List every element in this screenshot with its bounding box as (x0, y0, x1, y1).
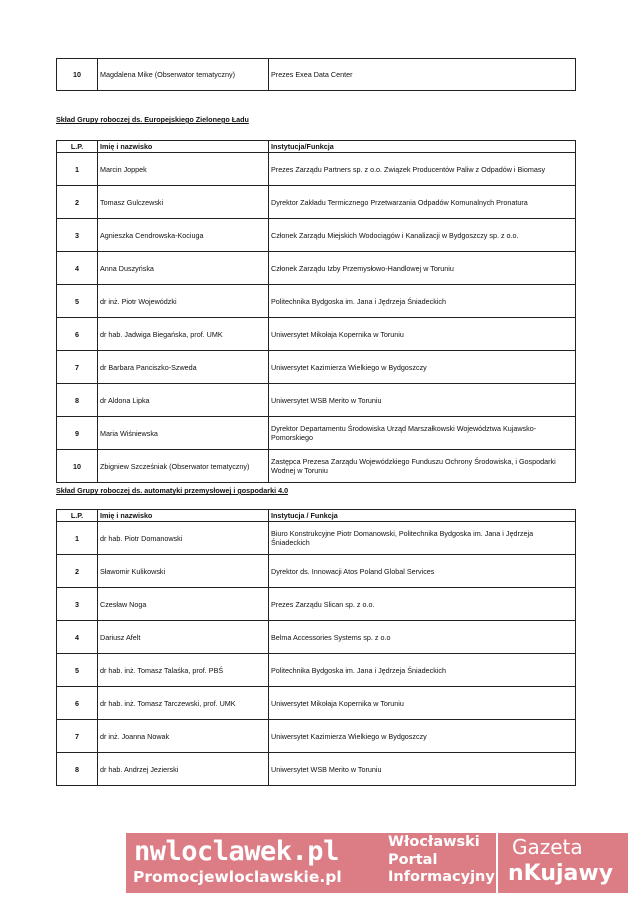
row-lp: 4 (57, 252, 98, 285)
row-institution: Dyrektor Departamentu Środowiska Urząd Marszałkowski Województwa Kujawsko-Pomorskiego (269, 417, 576, 450)
section-title-green-deal: Skład Grupy roboczej ds. Europejskiego Zielonego Ładu (56, 115, 249, 124)
row-institution: Biuro Konstrukcyjne Piotr Domanowski, Politechnika Bydgoska im. Jana i Jędrzeja Śniadeckich (269, 522, 576, 555)
row-lp: 3 (57, 219, 98, 252)
table-row (57, 219, 576, 252)
table-row (57, 654, 576, 687)
row-lp: 9 (57, 417, 98, 450)
row-name: Anna Duszyńska (98, 252, 269, 285)
row-institution: Prezes Zarządu Partners sp. z o.o. Związek Producentów Paliw z Odpadów i Biomasy (269, 153, 576, 186)
table-row (57, 417, 576, 450)
green-deal-group-table (56, 140, 576, 483)
row-institution: Uniwersytet Kazimierza Wielkiego w Bydgoszczy (269, 351, 576, 384)
header-lp: L.P. (57, 141, 98, 153)
row-lp: 7 (57, 720, 98, 753)
row-lp: 5 (57, 285, 98, 318)
row-lp: 4 (57, 621, 98, 654)
header-name: Imię i nazwisko (98, 141, 269, 153)
header-institution: Instytucja/Funkcja (269, 141, 576, 153)
row-name: dr hab. Jadwiga Biegańska, prof. UMK (98, 318, 269, 351)
table-header-row (57, 141, 576, 153)
table-row (57, 720, 576, 753)
row-name: Sławomir Kulikowski (98, 555, 269, 588)
banner-portal-line3: Informacyjny (388, 869, 495, 885)
table-header-row (57, 510, 576, 522)
table-row (57, 522, 576, 555)
banner-gazeta-line1: Gazeta (512, 835, 583, 859)
row-lp: 1 (57, 153, 98, 186)
row-institution: Belma Accessories Systems sp. z o.o (269, 621, 576, 654)
row-name: dr hab. inż. Tomasz Tarczewski, prof. UMK (98, 687, 269, 720)
row-institution: Dyrektor Zakładu Termicznego Przetwarzania Odpadów Komunalnych Pronatura (269, 186, 576, 219)
row-name: dr inż. Piotr Wojewódzki (98, 285, 269, 318)
row-institution: Prezes Exea Data Center (269, 59, 576, 91)
row-name: Agnieszka Cendrowska-Kociuga (98, 219, 269, 252)
row-lp: 7 (57, 351, 98, 384)
row-institution: Politechnika Bydgoska im. Jana i Jędrzeja Śniadeckich (269, 285, 576, 318)
banner-portal-line1: Włocławski (388, 834, 480, 850)
row-lp: 8 (57, 384, 98, 417)
row-name: Zbigniew Szcześniak (Obserwator tematyczny) (98, 450, 269, 483)
banner-portal-line2: Portal (388, 851, 438, 868)
table-row (57, 285, 576, 318)
previous-group-table (56, 58, 576, 91)
header-lp: L.P. (57, 510, 98, 522)
table-row (57, 318, 576, 351)
row-institution: Członek Zarządu Izby Przemysłowo-Handlowej w Toruniu (269, 252, 576, 285)
row-lp: 10 (57, 450, 98, 483)
row-institution: Członek Zarządu Miejskich Wodociągów i Kanalizacji w Bydgoszczy sp. z o.o. (269, 219, 576, 252)
table-row (57, 588, 576, 621)
table-row (57, 621, 576, 654)
row-name: dr hab. inż. Tomasz Talaśka, prof. PBŚ (98, 654, 269, 687)
row-name: dr Aldona Lipka (98, 384, 269, 417)
row-lp: 2 (57, 555, 98, 588)
table-row (57, 555, 576, 588)
banner-portal-text (388, 834, 495, 887)
banner-gazeta-line2: nKujawy (508, 861, 614, 886)
row-lp: 6 (57, 318, 98, 351)
banner-site2-name: Promocjewloclawskie.pl (133, 868, 342, 886)
row-institution: Dyrektor ds. Innowacji Atos Poland Global Services (269, 555, 576, 588)
automation-group-table (56, 509, 576, 786)
banner-site-name: nwloclawek.pl (134, 836, 339, 867)
row-institution: Prezes Zarządu Slican sp. z o.o. (269, 588, 576, 621)
row-name: dr hab. Piotr Domanowski (98, 522, 269, 555)
header-name: Imię i nazwisko (98, 510, 269, 522)
row-name: Tomasz Gulczewski (98, 186, 269, 219)
row-name: Dariusz Afelt (98, 621, 269, 654)
footer-ad-banner[interactable] (126, 833, 628, 893)
header-institution: Instytucja / Funkcja (269, 510, 576, 522)
table-row (57, 59, 576, 91)
row-lp: 2 (57, 186, 98, 219)
row-lp: 5 (57, 654, 98, 687)
row-institution: Uniwersytet WSB Merito w Toruniu (269, 753, 576, 786)
table-row (57, 384, 576, 417)
table-row (57, 351, 576, 384)
row-lp: 10 (57, 59, 98, 91)
table-row (57, 153, 576, 186)
row-lp: 8 (57, 753, 98, 786)
table-row (57, 753, 576, 786)
row-name: dr Barbara Panciszko-Szweda (98, 351, 269, 384)
table-row (57, 687, 576, 720)
banner-divider (496, 833, 498, 893)
row-institution: Uniwersytet Mikołaja Kopernika w Toruniu (269, 687, 576, 720)
row-lp: 3 (57, 588, 98, 621)
row-name: dr hab. Andrzej Jezierski (98, 753, 269, 786)
table-row (57, 186, 576, 219)
row-institution: Zastępca Prezesa Zarządu Wojewódzkiego Funduszu Ochrony Środowiska, i Gospodarki Wodnej w Toruniu (269, 450, 576, 483)
row-name: Maria Wiśniewska (98, 417, 269, 450)
row-name: Marcin Joppek (98, 153, 269, 186)
row-name: Czesław Noga (98, 588, 269, 621)
table-row (57, 252, 576, 285)
row-institution: Uniwersytet Kazimierza Wielkiego w Bydgoszczy (269, 720, 576, 753)
table-row (57, 450, 576, 483)
row-lp: 1 (57, 522, 98, 555)
row-lp: 6 (57, 687, 98, 720)
section-title-automation: Skład Grupy roboczej ds. automatyki przemysłowej i gospodarki 4.0 (56, 486, 289, 495)
row-institution: Uniwersytet Mikołaja Kopernika w Toruniu (269, 318, 576, 351)
row-name: Magdalena Mike (Obserwator tematyczny) (98, 59, 269, 91)
row-name: dr inż. Joanna Nowak (98, 720, 269, 753)
row-institution: Politechnika Bydgoska im. Jana i Jędrzeja Śniadeckich (269, 654, 576, 687)
row-institution: Uniwersytet WSB Merito w Toruniu (269, 384, 576, 417)
